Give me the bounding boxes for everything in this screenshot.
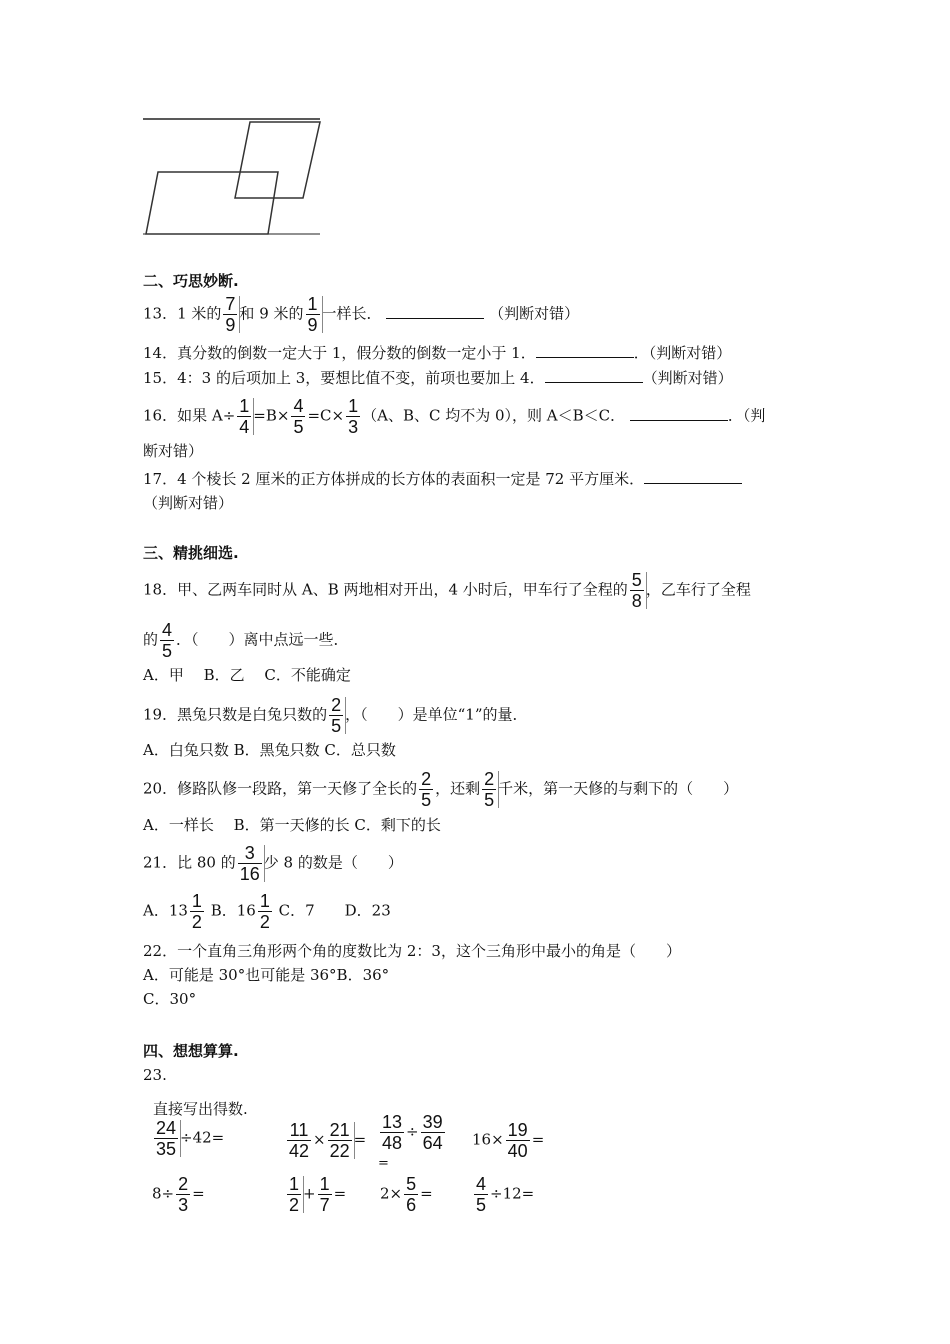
q21-option-rest: C．7 D．23 — [273, 901, 391, 920]
q22-option-c: C．30° — [143, 990, 197, 1008]
q21-option-b-fraction: $\frac{1}{2}$ — [259, 891, 270, 932]
q14-answer-blank[interactable] — [536, 343, 634, 358]
q16-text-b: =B× — [253, 406, 290, 425]
parallelogram-figure — [140, 114, 325, 239]
q16-text-c: =C× — [307, 406, 345, 425]
question-18-cont — [143, 620, 349, 661]
section-2-title: 二、巧思妙断. — [143, 272, 239, 290]
q21-fraction: $\frac{3}{16}$ — [239, 843, 260, 884]
calc-r1c3: $\frac{13}{48}$ ÷ $\frac{39}{64}$ — [382, 1112, 443, 1153]
q18-fraction-2: $\frac{4}{5}$ — [162, 620, 173, 661]
q21-options — [143, 891, 391, 932]
q21-option-a: A．13 — [143, 901, 188, 920]
q19-text-b: ，（ ）是单位“1”的量． — [345, 705, 528, 724]
section-3-title: 三、精挑细选. — [143, 544, 239, 562]
calc-r1c3-equals: = — [378, 1156, 389, 1171]
q16-answer-blank[interactable] — [630, 406, 728, 421]
q21-option-a-fraction: $\frac{1}{2}$ — [191, 891, 202, 932]
q18-text-d: ．（ ）离中点远一些． — [176, 630, 349, 649]
q20-fraction-2: $\frac{2}{5}$ — [484, 769, 495, 810]
q13-fraction-1: $\frac{7}{9}$ — [225, 294, 236, 335]
q13-tail: （判断对错） — [489, 304, 580, 323]
q14-tail: ．（判断对错） — [633, 344, 732, 362]
q16-text-d: （A、B、C 均不为 0），则 A＜B＜C． — [362, 406, 626, 425]
question-22: 22．一个直角三角形两个角的度数比为 2：3，这个三角形中最小的角是（ ） — [143, 942, 681, 960]
q13-text-a: 13．1 米的 — [143, 304, 222, 323]
q15-text: 15．4：3 的后项加上 3，要想比值不变，前项也要加上 4． — [143, 369, 545, 387]
q21-text-b: 少 8 的数是（ ） — [263, 853, 403, 872]
q17-answer-blank[interactable] — [644, 469, 742, 484]
q18-text-b: ，乙车行了全程 — [645, 580, 751, 599]
q23-number: 23. — [143, 1066, 167, 1084]
calc-r1c4: 16× $\frac{19}{40}$ = — [472, 1120, 545, 1161]
calc-r2c2: $\frac{1}{2}$ + $\frac{1}{7}$ = — [289, 1174, 347, 1215]
q19-text-a: 19．黑兔只数是白兔只数的 — [143, 705, 328, 724]
question-15 — [143, 367, 733, 389]
q21-text-a: 21．比 80 的 — [143, 853, 236, 872]
q13-answer-blank[interactable] — [386, 304, 484, 319]
q13-text-c: 一样长． — [321, 304, 382, 323]
q15-answer-blank[interactable] — [545, 368, 643, 383]
question-16 — [143, 396, 765, 437]
q20-options: A．一样长 B．第一天修的长 C．剩下的长 — [143, 816, 441, 834]
question-17 — [143, 468, 742, 490]
q19-fraction: $\frac{2}{5}$ — [331, 695, 342, 736]
q17-tail: （判断对错） — [143, 494, 234, 512]
q16-fraction-1: $\frac{1}{4}$ — [239, 396, 250, 437]
question-13 — [143, 294, 579, 335]
calc-r1c1: $\frac{24}{35}$ ÷42= — [156, 1118, 225, 1159]
section-4-title: 四、想想算算. — [143, 1042, 239, 1060]
q16-text-a: 16．如果 A÷ — [143, 406, 236, 425]
q20-text-b: ，还剩 — [435, 779, 481, 798]
q15-tail: （判断对错） — [642, 369, 733, 387]
q23-instruction: 直接写出得数. — [153, 1100, 248, 1118]
calc-r2c1: 8÷ $\frac{2}{3}$ = — [152, 1174, 205, 1215]
q16-fraction-3: $\frac{1}{3}$ — [348, 396, 359, 437]
q21-option-b: B．16 — [205, 901, 256, 920]
question-18 — [143, 570, 751, 611]
q18-options: A．甲 B．乙 C．不能确定 — [143, 666, 351, 684]
q13-text-b: 和 9 米的 — [239, 304, 304, 323]
question-14 — [143, 342, 731, 364]
q22-option-a-b: A．可能是 30°也可能是 36°B．36° — [143, 966, 390, 984]
q17-text: 17．4 个棱长 2 厘米的正方体拼成的长方体的表面积一定是 72 平方厘米． — [143, 470, 645, 488]
calc-r2c3: 2× $\frac{5}{6}$ = — [380, 1174, 433, 1215]
calc-r2c4: $\frac{4}{5}$ ÷12= — [476, 1174, 535, 1215]
q20-fraction-1: $\frac{2}{5}$ — [421, 769, 432, 810]
question-19 — [143, 695, 528, 736]
q19-options: A．白兔只数 B．黑兔只数 C．总只数 — [143, 741, 396, 759]
q18-text-a: 18．甲、乙两车同时从 A、B 两地相对开出，4 小时后，甲车行了全程的 — [143, 580, 628, 599]
q13-fraction-2: $\frac{1}{9}$ — [307, 294, 318, 335]
calc-r1c2: $\frac{11}{42}$ × $\frac{21}{22}$ = — [289, 1120, 367, 1161]
q14-text: 14．真分数的倒数一定大于 1，假分数的倒数一定小于 1． — [143, 344, 536, 362]
q20-text-a: 20．修路队修一段路，第一天修了全长的 — [143, 779, 418, 798]
q16-fraction-2: $\frac{4}{5}$ — [293, 396, 304, 437]
q16-tail-1: ．（判 — [727, 406, 766, 425]
question-21 — [143, 843, 403, 884]
upper-parallelogram — [235, 122, 320, 198]
q20-text-c: 千米，第一天修的与剩下的（ ） — [498, 779, 739, 798]
q16-tail-2: 断对错） — [143, 442, 204, 460]
q18-text-c: 的 — [143, 630, 159, 649]
lower-parallelogram — [146, 172, 278, 234]
q18-fraction-1: $\frac{5}{8}$ — [631, 570, 642, 611]
question-20 — [143, 769, 738, 810]
